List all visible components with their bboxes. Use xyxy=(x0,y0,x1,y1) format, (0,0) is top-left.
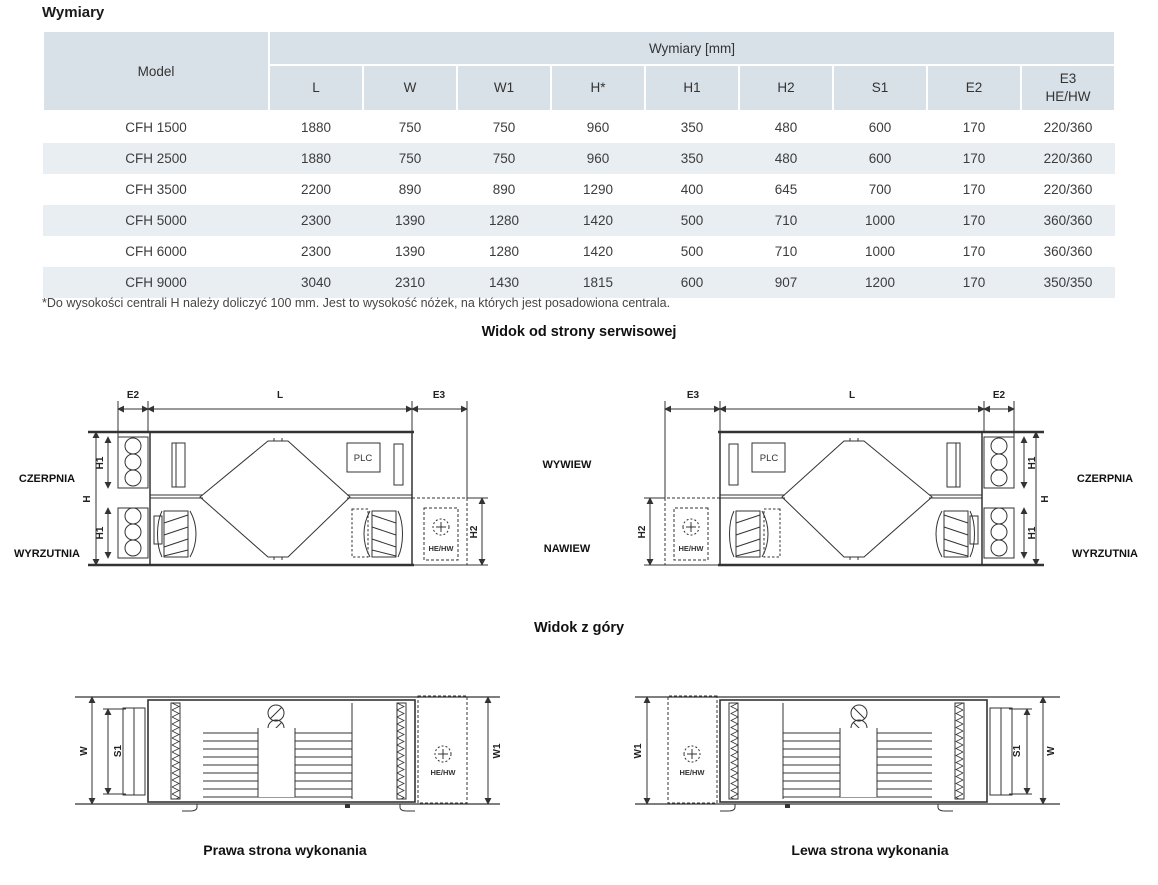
section-title-service-view: Widok od strony serwisowej xyxy=(481,324,677,340)
col-header-w: W xyxy=(363,65,457,111)
top-view-diagrams xyxy=(0,675,1158,835)
section-title-top-view: Widok z góry xyxy=(533,620,625,636)
czerpnia-label: CZERPNIA xyxy=(18,473,76,485)
wyrzutnia-label: WYRZUTNIA xyxy=(14,548,80,560)
caption-left-side-version: Lewa strona wykonania xyxy=(791,842,949,858)
dim-label-h1: H1 xyxy=(1027,526,1038,540)
dim-label-h: H xyxy=(82,495,93,503)
dimensions-table xyxy=(42,30,1116,298)
page-title: Wymiary xyxy=(42,4,105,21)
dim-label-e2: E2 xyxy=(992,390,1006,401)
czerpnia-label: CZERPNIA xyxy=(1076,473,1134,485)
table-row: CFH 6000 2300 1390 1280 1420 500 710 1000 170 360/360 xyxy=(125,244,1093,259)
wyrzutnia-label: WYRZUTNIA xyxy=(1072,548,1138,560)
dim-label-e3: E3 xyxy=(686,390,700,401)
col-header-w1: W1 xyxy=(457,65,551,111)
plc-label: PLC xyxy=(353,453,373,464)
col-header-s1: S1 xyxy=(833,65,927,111)
table-row: CFH 3500 2200 890 890 1290 400 645 700 170 220/360 xyxy=(125,182,1093,197)
col-header-e2: E2 xyxy=(927,65,1021,111)
wywiew-label: WYWIEW xyxy=(542,459,592,471)
dim-label-e3: E3 xyxy=(432,390,446,401)
col-header-l: L xyxy=(269,65,363,111)
hehw-label: HE/HW xyxy=(430,768,456,777)
dim-label-w: W xyxy=(79,746,90,756)
dim-label-w1: W1 xyxy=(633,743,644,759)
dim-label-e2: E2 xyxy=(126,390,140,401)
side-view-left-version-unit xyxy=(644,401,1044,565)
dim-label-l: L xyxy=(276,390,284,401)
table-header-group: Wymiary [mm] xyxy=(269,31,1115,65)
col-header-h2: H2 xyxy=(739,65,833,111)
table-row: CFH 1500 1880 750 750 960 350 480 600 170 220/360 xyxy=(125,120,1093,135)
dim-label-s1: S1 xyxy=(113,744,124,758)
nawiew-label: NAWIEW xyxy=(543,543,591,555)
plc-label: PLC xyxy=(759,453,779,464)
table-row: CFH 9000 3040 2310 1430 1815 600 907 1200 170 350/350 xyxy=(43,267,1115,298)
dim-label-h1: H1 xyxy=(1027,456,1038,470)
table-row: CFH 2500 1880 750 750 960 350 480 600 170 220/360 xyxy=(43,143,1115,174)
col-header-h1: H1 xyxy=(645,65,739,111)
side-view-right-version-unit xyxy=(88,401,488,565)
table-header-model: Model xyxy=(43,31,269,111)
hehw-label: HE/HW xyxy=(679,768,705,777)
dim-label-h2: H2 xyxy=(637,525,648,539)
col-header-h: H* xyxy=(551,65,645,111)
hehw-label: HE/HW xyxy=(678,544,704,553)
col-header-e3: E3 HE/HW xyxy=(1021,65,1115,111)
dim-label-w: W xyxy=(1046,746,1057,756)
caption-right-side-version: Prawa strona wykonania xyxy=(203,842,367,858)
dim-label-s1: S1 xyxy=(1012,744,1023,758)
table-row: CFH 5000 2300 1390 1280 1420 500 710 1000 170 360/360 xyxy=(43,205,1115,236)
top-view-right-version-unit xyxy=(75,696,500,811)
dim-label-h1: H1 xyxy=(95,456,106,470)
table-footnote: *Do wysokości centrali H należy doliczyć 100 mm. Jest to wysokość nóżek, na których jest posadowiona centrala. xyxy=(42,296,671,310)
hehw-label: HE/HW xyxy=(428,544,454,553)
top-view-left-version-unit xyxy=(635,696,1060,811)
dim-label-h1: H1 xyxy=(95,526,106,540)
side-view-diagrams xyxy=(0,385,1158,605)
dim-label-h2: H2 xyxy=(469,525,480,539)
dim-label-w1: W1 xyxy=(492,743,503,759)
dim-label-h: H xyxy=(1040,495,1051,503)
dim-label-l: L xyxy=(848,390,856,401)
